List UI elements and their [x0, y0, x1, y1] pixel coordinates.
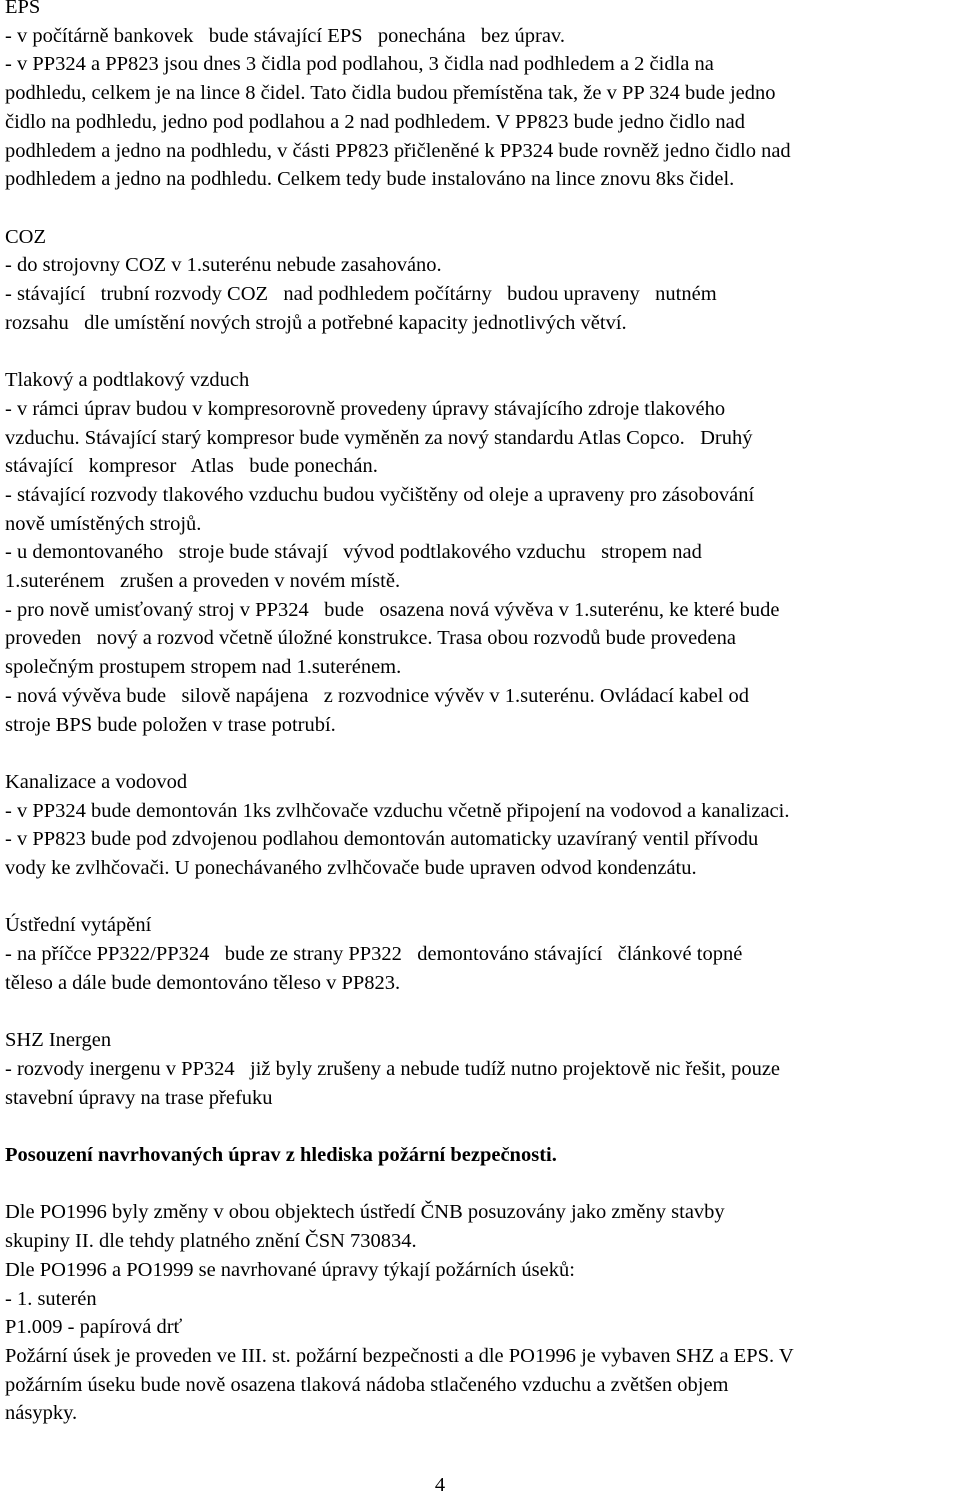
paragraph-line: společným prostupem stropem nad 1.suterénem. — [5, 656, 402, 679]
paragraph-line: - v PP823 bude pod zdvojenou podlahou demontován automaticky uzavíraný ventil přívodu — [5, 828, 759, 851]
section-heading-coz: COZ — [5, 225, 46, 248]
paragraph-line: - u demontovaného stroje bude stávají vývod podtlakového vzduchu stropem nad — [5, 541, 702, 564]
paragraph-line: požárním úseku bude nově osazena tlaková nádoba stlačeného vzduchu a zvětšen objem — [5, 1373, 729, 1396]
paragraph-line: Dle PO1996 byly změny v obou objektech ústředí ČNB posuzovány jako změny stavby — [5, 1201, 725, 1224]
section-vzduch — [5, 366, 957, 739]
section-vytapeni — [5, 911, 957, 997]
paragraph-line: stavební úpravy na trase přefuku — [5, 1086, 273, 1109]
paragraph-line: - stávající rozvody tlakového vzduchu budou vyčištěny od oleje a upraveny pro zásobování — [5, 483, 755, 506]
paragraph-line: skupiny II. dle tehdy platného znění ČSN 730834. — [5, 1230, 417, 1253]
paragraph-line: podhledu, celkem je na lince 8 čidel. Tato čidla budou přemístěna tak, že v PP 324 bude jedno — [5, 82, 776, 105]
paragraph-line: P1.009 - papírová drť — [5, 1316, 183, 1339]
document-page — [5, 0, 957, 1428]
paragraph-line: - do strojovny COZ v 1.suterénu nebude zasahováno. — [5, 254, 442, 277]
section-heading-kanalizace: Kanalizace a vodovod — [5, 770, 188, 793]
section-shz — [5, 1026, 957, 1112]
paragraph-line: čidlo na podhledu, jedno pod podlahou a 2 nad podhledem. V PP823 bude jedno čidlo nad — [5, 110, 745, 133]
section-spacer — [5, 739, 957, 768]
paragraph-line: těleso a dále bude demontováno těleso v PP823. — [5, 971, 401, 994]
page-number: 4 — [434, 1474, 446, 1496]
fire-safety-heading: Posouzení navrhovaných úprav z hlediska požární bezpečnosti. — [5, 1144, 557, 1167]
paragraph-line: - 1. suterén — [5, 1287, 97, 1310]
section-fire-safety — [5, 1141, 957, 1170]
paragraph-line: proveden nový a rozvod včetně úložné konstrukce. Trasa obou rozvodů bude provedena — [5, 627, 736, 650]
section-spacer — [5, 998, 957, 1027]
paragraph-line: vzduchu. Stávající starý kompresor bude vyměněn za nový standardu Atlas Copco. Druhý — [5, 426, 753, 449]
paragraph-line: - v počítárně bankovek bude stávající EPS ponechána bez úprav. — [5, 24, 565, 47]
paragraph-line: - na příčce PP322/PP324 bude ze strany PP322 demontováno stávající článkové topné — [5, 943, 743, 966]
paragraph-line: 1.suterénem zrušen a proveden v novém místě. — [5, 570, 401, 593]
section-heading-shz: SHZ Inergen — [5, 1029, 112, 1052]
section-spacer — [5, 1170, 957, 1199]
paragraph-line: - stávající trubní rozvody COZ nad podhledem počítárny budou upraveny nutném — [5, 283, 717, 306]
section-spacer — [5, 883, 957, 912]
section-coz — [5, 223, 957, 338]
section-eps — [5, 0, 957, 194]
paragraph-line: vody ke zvlhčovači. U ponechávaného zvlhčovače bude upraven odvod kondenzátu. — [5, 857, 697, 880]
section-kanalizace — [5, 768, 957, 883]
paragraph-line: - rozvody inergenu v PP324 již byly zrušeny a nebude tudíž nutno projektově nic řešit, pouze — [5, 1057, 781, 1080]
section-spacer — [5, 337, 957, 366]
fire-safety-body — [5, 1198, 957, 1428]
paragraph-line: podhledem a jedno na podhledu. Celkem tedy bude instalováno na lince znovu 8ks čidel. — [5, 168, 735, 191]
paragraph-line: násypky. — [5, 1402, 78, 1425]
paragraph-line: - pro nově umisťovaný stroj v PP324 bude osazena nová vývěva v 1.suterénu, ke které bude — [5, 598, 780, 621]
section-spacer — [5, 1112, 957, 1141]
section-spacer — [5, 194, 957, 223]
paragraph-line: rozsahu dle umístění nových strojů a potřebné kapacity jednotlivých větví. — [5, 311, 627, 334]
paragraph-line: - v PP324 bude demontován 1ks zvlhčovače vzduchu včetně připojení na vodovod a kanalizaci. — [5, 799, 790, 822]
paragraph-line: - v PP324 a PP823 jsou dnes 3 čidla pod podlahou, 3 čidla nad podhledem a 2 čidla na — [5, 53, 714, 76]
paragraph-line: podhledem a jedno na podhledu, v části PP823 přičleněné k PP324 bude rovněž jedno čidlo nad — [5, 139, 791, 162]
section-heading-vzduch: Tlakový a podtlakový vzduch — [5, 369, 250, 392]
paragraph-line: stávající kompresor Atlas bude ponechán. — [5, 455, 378, 478]
paragraph-line: stroje BPS bude položen v trase potrubí. — [5, 713, 336, 736]
paragraph-line: nově umístěných strojů. — [5, 512, 202, 535]
paragraph-line: - nová vývěva bude silově napájena z rozvodnice vývěv v 1.suterénu. Ovládací kabel od — [5, 684, 750, 707]
paragraph-line: Dle PO1996 a PO1999 se navrhované úpravy týkají požárních úseků: — [5, 1258, 575, 1281]
section-heading-vytapeni: Ústřední vytápění — [5, 914, 152, 937]
paragraph-line: Požární úsek je proveden ve III. st. požární bezpečnosti a dle PO1996 je vybaven SHZ a EPS. V — [5, 1344, 794, 1367]
paragraph-line: - v rámci úprav budou v kompresorovně provedeny úpravy stávajícího zdroje tlakového — [5, 397, 726, 420]
section-heading-eps: EPS — [5, 0, 41, 18]
